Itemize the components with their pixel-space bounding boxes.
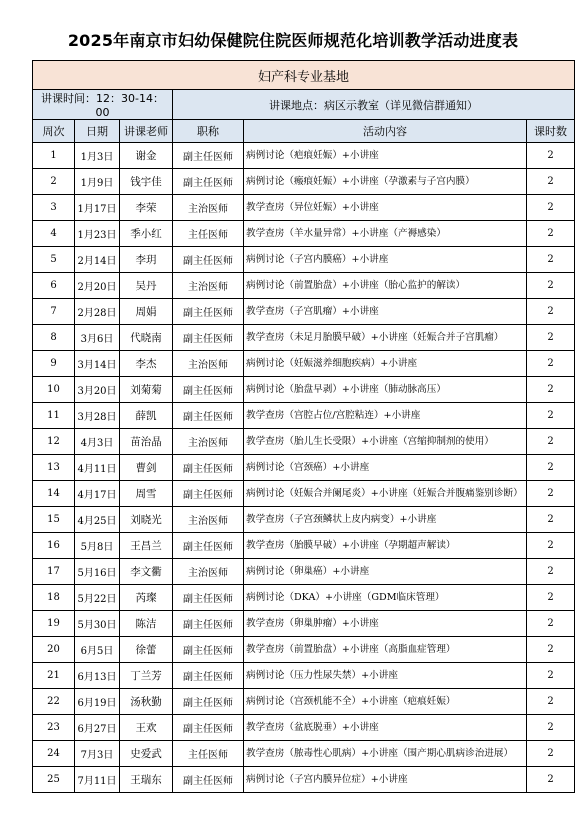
hours-cell: 2 — [527, 559, 575, 585]
table-row — [33, 585, 575, 611]
base-name: 妇产科专业基地 — [33, 61, 575, 90]
content-cell: 病例讨论（妊娠滋养细胞疾病）+小讲座 — [244, 351, 527, 377]
lecture-time: 讲课时间：12：30-14：00 — [33, 90, 173, 120]
base-row — [33, 61, 575, 90]
hours-cell: 2 — [527, 273, 575, 299]
date-cell: 7月3日 — [75, 741, 120, 767]
date-cell: 6月19日 — [75, 689, 120, 715]
page-title: 2025年南京市妇幼保健院住院医师规范化培训教学活动进度表 — [67, 31, 519, 50]
teacher-cell: 李文衢 — [120, 559, 173, 585]
date-cell: 6月27日 — [75, 715, 120, 741]
rank-cell: 主治医师 — [173, 559, 244, 585]
content-cell: 教学查房（子宫颈鳞状上皮内病变）+小讲座 — [244, 507, 527, 533]
hours-cell: 2 — [527, 169, 575, 195]
content-cell: 病例讨论（压力性尿失禁）+小讲座 — [244, 663, 527, 689]
hours-cell: 2 — [527, 715, 575, 741]
table-row — [33, 429, 575, 455]
week-cell: 18 — [33, 585, 75, 611]
rank-cell: 副主任医师 — [173, 663, 244, 689]
rank-cell: 副主任医师 — [173, 715, 244, 741]
table-row — [33, 351, 575, 377]
table-row — [33, 481, 575, 507]
week-cell: 6 — [33, 273, 75, 299]
teacher-cell: 代晓南 — [120, 325, 173, 351]
teacher-cell: 王瑞东 — [120, 767, 173, 793]
date-cell: 2月20日 — [75, 273, 120, 299]
teacher-cell: 周娟 — [120, 299, 173, 325]
content-cell: 病例讨论（宫颈癌）+小讲座 — [244, 455, 527, 481]
rank-cell: 主治医师 — [173, 429, 244, 455]
date-cell: 5月8日 — [75, 533, 120, 559]
week-cell: 19 — [33, 611, 75, 637]
teacher-cell: 王昌兰 — [120, 533, 173, 559]
content-cell: 教学查房（卵巢肿瘤）+小讲座 — [244, 611, 527, 637]
teacher-cell: 李荣 — [120, 195, 173, 221]
rank-cell: 主治医师 — [173, 195, 244, 221]
header-date: 日期 — [75, 120, 120, 143]
table-row — [33, 715, 575, 741]
teacher-cell: 丁兰芳 — [120, 663, 173, 689]
table-row — [33, 273, 575, 299]
teacher-cell: 刘晓光 — [120, 507, 173, 533]
table-row — [33, 663, 575, 689]
table-row — [33, 299, 575, 325]
week-cell: 5 — [33, 247, 75, 273]
hours-cell: 2 — [527, 741, 575, 767]
table-row — [33, 559, 575, 585]
content-cell: 病例讨论（妊娠合并阑尾炎）+小讲座（妊娠合并腹痛鉴别诊断） — [244, 481, 527, 507]
rank-cell: 副主任医师 — [173, 585, 244, 611]
table-row — [33, 767, 575, 793]
table-row — [33, 377, 575, 403]
content-cell: 病例讨论（卵巢癌）+小讲座 — [244, 559, 527, 585]
week-cell: 13 — [33, 455, 75, 481]
content-cell: 病例讨论（前置胎盘）+小讲座（胎心监护的解读） — [244, 273, 527, 299]
teacher-cell: 苗治晶 — [120, 429, 173, 455]
week-cell: 22 — [33, 689, 75, 715]
week-cell: 10 — [33, 377, 75, 403]
teacher-cell: 李杰 — [120, 351, 173, 377]
teacher-cell: 薛凯 — [120, 403, 173, 429]
date-cell: 1月17日 — [75, 195, 120, 221]
hours-cell: 2 — [527, 767, 575, 793]
teacher-cell: 谢金 — [120, 143, 173, 169]
rank-cell: 副主任医师 — [173, 611, 244, 637]
hours-cell: 2 — [527, 611, 575, 637]
date-cell: 3月28日 — [75, 403, 120, 429]
hours-cell: 2 — [527, 689, 575, 715]
content-cell: 病例讨论（胎盘早剥）+小讲座（肺动脉高压） — [244, 377, 527, 403]
hours-cell: 2 — [527, 507, 575, 533]
table-row — [33, 325, 575, 351]
teacher-cell: 周雪 — [120, 481, 173, 507]
date-cell: 4月3日 — [75, 429, 120, 455]
date-cell: 4月25日 — [75, 507, 120, 533]
hours-cell: 2 — [527, 221, 575, 247]
date-cell: 1月23日 — [75, 221, 120, 247]
rank-cell: 主任医师 — [173, 221, 244, 247]
date-cell: 2月28日 — [75, 299, 120, 325]
content-cell: 病例讨论（DKA）+小讲座（GDM临床管理） — [244, 585, 527, 611]
hours-cell: 2 — [527, 429, 575, 455]
rank-cell: 副主任医师 — [173, 533, 244, 559]
content-cell: 病例讨论（瘢痕妊娠）+小讲座（孕激素与子宫内膜） — [244, 169, 527, 195]
info-row — [33, 90, 575, 120]
date-cell: 4月17日 — [75, 481, 120, 507]
rank-cell: 副主任医师 — [173, 377, 244, 403]
date-cell: 6月5日 — [75, 637, 120, 663]
week-cell: 20 — [33, 637, 75, 663]
week-cell: 2 — [33, 169, 75, 195]
content-cell: 教学查房（异位妊娠）+小讲座 — [244, 195, 527, 221]
date-cell: 3月20日 — [75, 377, 120, 403]
week-cell: 15 — [33, 507, 75, 533]
content-cell: 教学查房（羊水量异常）+小讲座（产褥感染） — [244, 221, 527, 247]
rank-cell: 主治医师 — [173, 351, 244, 377]
table-row — [33, 689, 575, 715]
week-cell: 23 — [33, 715, 75, 741]
week-cell: 21 — [33, 663, 75, 689]
date-cell: 5月22日 — [75, 585, 120, 611]
teacher-cell: 刘菊菊 — [120, 377, 173, 403]
week-cell: 25 — [33, 767, 75, 793]
content-cell: 病例讨论（子宫内膜癌）+小讲座 — [244, 247, 527, 273]
teacher-cell: 汤秋勤 — [120, 689, 173, 715]
teacher-cell: 王欢 — [120, 715, 173, 741]
week-cell: 7 — [33, 299, 75, 325]
rank-cell: 副主任医师 — [173, 299, 244, 325]
header-teacher: 讲课老师 — [120, 120, 173, 143]
teacher-cell: 吴丹 — [120, 273, 173, 299]
rank-cell: 副主任医师 — [173, 403, 244, 429]
teacher-cell: 徐蕾 — [120, 637, 173, 663]
content-cell: 病例讨论（子宫内膜异位症）+小讲座 — [244, 767, 527, 793]
teacher-cell: 季小红 — [120, 221, 173, 247]
week-cell: 14 — [33, 481, 75, 507]
hours-cell: 2 — [527, 247, 575, 273]
content-cell: 教学查房（前置胎盘）+小讲座（高脂血症管理） — [244, 637, 527, 663]
week-cell: 16 — [33, 533, 75, 559]
date-cell: 1月9日 — [75, 169, 120, 195]
header-content: 活动内容 — [244, 120, 527, 143]
rank-cell: 副主任医师 — [173, 169, 244, 195]
rank-cell: 主治医师 — [173, 273, 244, 299]
rank-cell: 主治医师 — [173, 507, 244, 533]
table-row — [33, 637, 575, 663]
teacher-cell: 芮璨 — [120, 585, 173, 611]
hours-cell: 2 — [527, 377, 575, 403]
table-row — [33, 247, 575, 273]
table-row — [33, 221, 575, 247]
schedule-table — [32, 60, 575, 793]
week-cell: 3 — [33, 195, 75, 221]
content-cell: 教学查房（未足月胎膜早破）+小讲座（妊娠合并子宫肌瘤） — [244, 325, 527, 351]
rank-cell: 主任医师 — [173, 741, 244, 767]
content-cell: 教学查房（胎儿生长受限）+小讲座（宫缩抑制剂的使用） — [244, 429, 527, 455]
teacher-cell: 李玥 — [120, 247, 173, 273]
week-cell: 4 — [33, 221, 75, 247]
hours-cell: 2 — [527, 637, 575, 663]
rank-cell: 副主任医师 — [173, 325, 244, 351]
header-rank: 职称 — [173, 120, 244, 143]
rank-cell: 副主任医师 — [173, 481, 244, 507]
content-cell: 教学查房（盆底脱垂）+小讲座 — [244, 715, 527, 741]
date-cell: 7月11日 — [75, 767, 120, 793]
table-row — [33, 403, 575, 429]
week-cell: 11 — [33, 403, 75, 429]
header-row — [33, 120, 575, 143]
date-cell: 2月14日 — [75, 247, 120, 273]
date-cell: 5月16日 — [75, 559, 120, 585]
teacher-cell: 陈洁 — [120, 611, 173, 637]
week-cell: 9 — [33, 351, 75, 377]
hours-cell: 2 — [527, 481, 575, 507]
header-week: 周次 — [33, 120, 75, 143]
date-cell: 3月6日 — [75, 325, 120, 351]
table-row — [33, 195, 575, 221]
content-cell: 教学查房（脓毒性心肌病）+小讲座（围产期心肌病诊治进展） — [244, 741, 527, 767]
content-cell: 教学查房（宫腔占位/宫腔粘连）+小讲座 — [244, 403, 527, 429]
rank-cell: 副主任医师 — [173, 637, 244, 663]
rank-cell: 副主任医师 — [173, 143, 244, 169]
week-cell: 17 — [33, 559, 75, 585]
lecture-place: 讲课地点：病区示教室（详见微信群通知） — [173, 90, 575, 120]
table-row — [33, 611, 575, 637]
content-cell: 教学查房（子宫肌瘤）+小讲座 — [244, 299, 527, 325]
table-row — [33, 507, 575, 533]
content-cell: 病例讨论（疤痕妊娠）+小讲座 — [244, 143, 527, 169]
rank-cell: 副主任医师 — [173, 689, 244, 715]
hours-cell: 2 — [527, 325, 575, 351]
content-cell: 教学查房（胎膜早破）+小讲座（孕期超声解读） — [244, 533, 527, 559]
hours-cell: 2 — [527, 663, 575, 689]
table-row — [33, 533, 575, 559]
hours-cell: 2 — [527, 533, 575, 559]
hours-cell: 2 — [527, 195, 575, 221]
date-cell: 1月3日 — [75, 143, 120, 169]
week-cell: 12 — [33, 429, 75, 455]
week-cell: 24 — [33, 741, 75, 767]
rank-cell: 副主任医师 — [173, 767, 244, 793]
rank-cell: 副主任医师 — [173, 247, 244, 273]
hours-cell: 2 — [527, 403, 575, 429]
date-cell: 6月13日 — [75, 663, 120, 689]
header-hours: 课时数 — [527, 120, 575, 143]
date-cell: 5月30日 — [75, 611, 120, 637]
teacher-cell: 曹剑 — [120, 455, 173, 481]
table-row — [33, 741, 575, 767]
teacher-cell: 钱宇佳 — [120, 169, 173, 195]
date-cell: 4月11日 — [75, 455, 120, 481]
content-cell: 病例讨论（宫颈机能不全）+小讲座（疤痕妊娠） — [244, 689, 527, 715]
date-cell: 3月14日 — [75, 351, 120, 377]
hours-cell: 2 — [527, 351, 575, 377]
hours-cell: 2 — [527, 299, 575, 325]
teacher-cell: 史爱武 — [120, 741, 173, 767]
hours-cell: 2 — [527, 455, 575, 481]
week-cell: 1 — [33, 143, 75, 169]
rank-cell: 副主任医师 — [173, 455, 244, 481]
hours-cell: 2 — [527, 585, 575, 611]
table-row — [33, 143, 575, 169]
table-row — [33, 169, 575, 195]
week-cell: 8 — [33, 325, 75, 351]
table-row — [33, 455, 575, 481]
hours-cell: 2 — [527, 143, 575, 169]
